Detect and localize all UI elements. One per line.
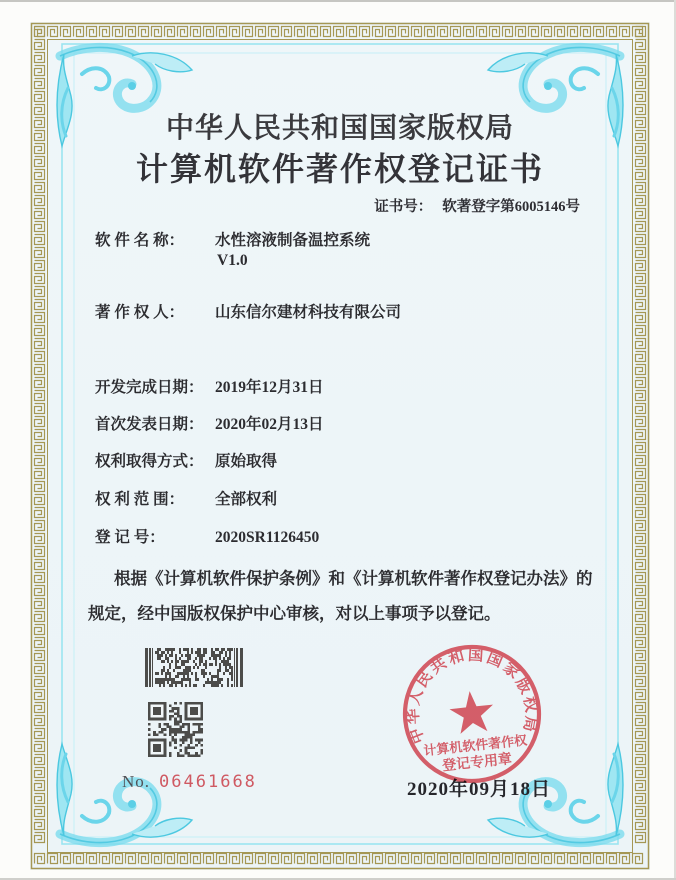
cert-no-value: 软著登字第6005146号 — [442, 199, 580, 215]
field-value: 水性溶液制备温控系统 — [215, 232, 371, 249]
field-software-version — [215, 252, 248, 270]
certificate-number-line — [374, 195, 580, 216]
statement-line-1: 根据《计算机软件保护条例》和《计算机软件著作权登记办法》的 — [114, 569, 593, 588]
field-label: 首次发表日期： — [95, 416, 204, 433]
stamp-arc-text: 中华人民共和国国家版权局 — [404, 646, 540, 746]
field-value: 2020年02月13日 — [215, 416, 324, 433]
field-label: 开发完成日期： — [95, 379, 204, 396]
field-first-publication-date — [95, 412, 324, 434]
field-value: 2020SR1126450 — [215, 529, 320, 546]
scan-edge — [0, 0, 676, 2]
corner-flourish-bottom-left — [57, 744, 192, 843]
barcode-icon — [145, 648, 243, 687]
field-rights-acquisition — [95, 449, 277, 471]
field-copyright-owner — [95, 300, 401, 322]
stamp-line-2: 登记专用章 — [441, 752, 513, 775]
field-software-name — [95, 228, 370, 250]
certificate-title: 计算机软件著作权登记证书 — [135, 151, 544, 187]
serial-number-line — [122, 772, 257, 792]
issue-date: 2020年09月18日 — [407, 779, 552, 800]
field-rights-scope — [95, 487, 277, 509]
field-value: V1.0 — [217, 252, 248, 269]
field-label: 权 利 范 围： — [95, 491, 185, 508]
stamp-line-1: 计算机软件著作权 — [422, 732, 528, 759]
issuing-authority: 中华人民共和国国家版权局 — [165, 113, 514, 144]
field-value: 2019年12月31日 — [215, 379, 324, 396]
official-red-stamp — [388, 630, 555, 797]
svg-text:中华人民共和国国家版权局 — [396, 638, 543, 747]
serial-number: 06461668 — [159, 772, 257, 792]
cert-no-label: 证书号： — [374, 199, 433, 215]
field-label: 权利取得方式： — [95, 453, 204, 470]
field-label: 软 件 名 称： — [95, 232, 185, 249]
field-dev-completion-date — [95, 375, 324, 397]
field-value: 原始取得 — [215, 453, 278, 470]
field-label: 登 记 号： — [95, 529, 165, 546]
field-registration-number — [95, 525, 319, 547]
field-value: 山东信尔建材科技有限公司 — [215, 304, 402, 321]
registration-statement — [88, 561, 608, 631]
field-label: 著 作 权 人： — [95, 304, 185, 321]
qrcode-icon — [148, 702, 203, 757]
serial-prefix: No. — [122, 772, 151, 791]
star-icon — [448, 689, 496, 735]
statement-line-2: 规定，经中国版权保护中心审核，对以上事项予以登记。 — [88, 604, 501, 623]
field-value: 全部权利 — [215, 491, 278, 508]
